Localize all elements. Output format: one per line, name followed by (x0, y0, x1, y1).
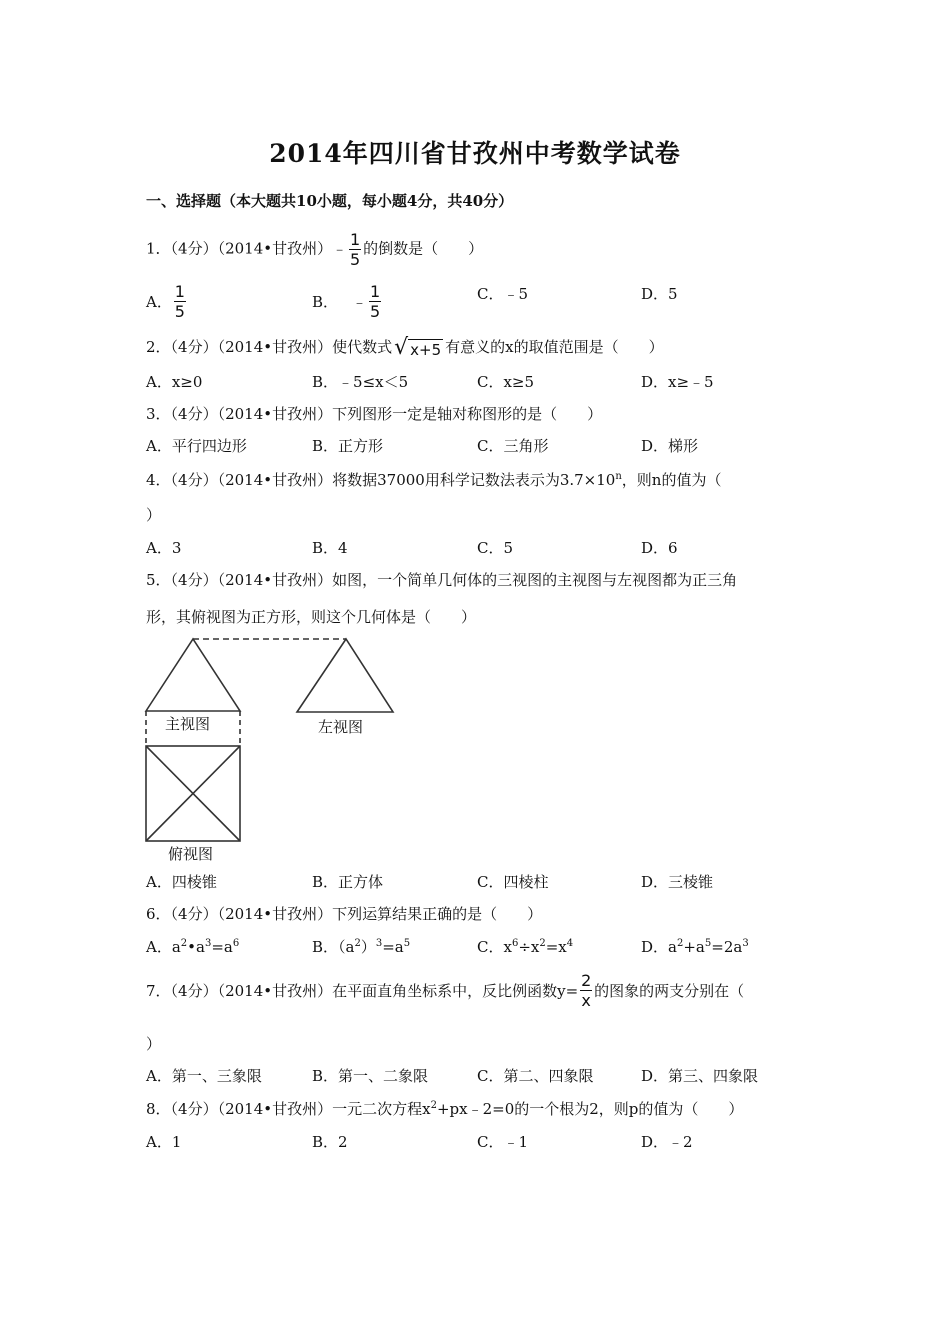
question-1-fraction (349, 230, 361, 269)
left-view-triangle (297, 639, 393, 712)
fraction-denominator: x (581, 991, 591, 1010)
exponent: 2 (354, 938, 361, 949)
q8-option-b: B．2 (312, 1133, 348, 1151)
question-1 (146, 230, 483, 269)
option-text: ） (360, 938, 376, 956)
q8-option-c: C．﹣1 (477, 1133, 529, 1151)
question-2-sqrt: √ x+5 (394, 335, 442, 360)
top-view-label: 俯视图 (168, 845, 214, 863)
question-8 (146, 1098, 743, 1119)
exponent: 5 (704, 938, 712, 949)
option-text: B．（a (312, 938, 355, 956)
fraction-numerator: 1 (350, 230, 361, 249)
q6-option-b (312, 936, 410, 957)
question-5-line-2: 形，其俯视图为正方形，则这个几何体是（ ） (146, 608, 477, 626)
question-3: 3．（4分）（2014•甘孜州）下列图形一定是轴对称图形的是（ ） (146, 405, 603, 423)
q4-option-a: A．3 (146, 539, 182, 557)
question-8-prefix: 8．（4分）（2014•甘孜州）一元二次方程x (146, 1100, 431, 1118)
question-2-prefix: 2．（4分）（2014•甘孜州）使代数式 (146, 338, 393, 356)
fraction-denominator: 5 (369, 302, 381, 321)
section-heading: 一、选择题（本大题共10小题，每小题4分，共40分） (146, 192, 514, 210)
question-4-exponent: n (615, 471, 622, 482)
q2-option-a: A．x≥0 (146, 373, 203, 391)
option-fraction (174, 282, 186, 321)
question-7-prefix: 7．（4分）（2014•甘孜州）在平面直角坐标系中，反比例函数y= (146, 982, 579, 1000)
option-label: A． (146, 293, 172, 311)
q6-option-c (477, 936, 573, 957)
question-7-fraction (580, 971, 592, 1010)
question-4-line-2: ） (146, 506, 162, 524)
exponent: 4 (566, 938, 574, 949)
q7-option-c: C．第二、四象限 (477, 1067, 594, 1085)
q2-option-d: D．x≥﹣5 (641, 373, 714, 391)
option-text: =2a (711, 938, 743, 956)
front-view-triangle (146, 639, 240, 711)
exponent: 3 (204, 938, 212, 949)
q4-option-c: C．5 (477, 539, 514, 557)
option-fraction (369, 282, 381, 321)
question-7 (146, 971, 744, 1010)
fraction-denominator: 5 (174, 302, 185, 321)
question-5: 5．（4分）（2014•甘孜州）如图，一个简单几何体的三视图的主视图与左视图都为正三角 (146, 571, 738, 589)
q8-option-d: D．﹣2 (641, 1133, 693, 1151)
question-6: 6．（4分）（2014•甘孜州）下列运算结果正确的是（ ） (146, 905, 543, 923)
q4-option-b: B．4 (312, 539, 348, 557)
q8-option-a: A．1 (146, 1133, 182, 1151)
option-text: =a (382, 938, 404, 956)
fraction-numerator: 1 (369, 282, 381, 301)
question-8-suffix: +px﹣2=0的一个根为2，则p的值为（ ） (436, 1100, 744, 1118)
q1-option-c: C．﹣5 (477, 285, 529, 303)
q5-option-c: C．四棱柱 (477, 873, 549, 891)
question-7-suffix: 的图象的两支分别在（ (594, 982, 745, 1000)
q3-option-c: C．三角形 (477, 437, 549, 455)
exponent: 6 (511, 938, 519, 949)
question-4 (146, 469, 721, 490)
q7-option-b: B．第一、二象限 (312, 1067, 429, 1085)
q2-option-c: C．x≥5 (477, 373, 535, 391)
option-text: C．x (477, 938, 512, 956)
q1-option-a (146, 282, 188, 321)
radicand: x+5 (410, 341, 442, 359)
q2-option-b: B．﹣5≤x＜5 (312, 373, 409, 391)
q6-option-d (641, 936, 749, 957)
option-text: •a (187, 938, 205, 956)
fraction-numerator: 2 (581, 971, 592, 990)
exponent: 3 (742, 938, 749, 949)
q4-option-d: D．6 (641, 539, 678, 557)
question-8-exponent: 2 (430, 1100, 437, 1111)
option-text: A．a (146, 938, 181, 956)
page-title: 2014年四川省甘孜州中考数学试卷 (269, 139, 681, 168)
front-view-label: 主视图 (165, 715, 211, 733)
exponent: 2 (539, 938, 546, 949)
q5-option-a: A．四棱锥 (146, 873, 217, 891)
q1-option-d: D．5 (641, 285, 678, 303)
option-text: +a (683, 938, 705, 956)
option-text: =x (545, 938, 567, 956)
option-text: D．a (641, 938, 677, 956)
question-2 (146, 336, 664, 359)
exponent: 6 (232, 938, 240, 949)
q7-option-d: D．第三、四象限 (641, 1067, 759, 1085)
q5-option-b: B．正方体 (312, 873, 384, 891)
q3-option-d: D．梯形 (641, 437, 699, 455)
left-view-label: 左视图 (318, 718, 364, 736)
q1-option-b (312, 282, 383, 321)
exponent: 5 (403, 938, 411, 949)
question-4-prefix: 4．（4分）（2014•甘孜州）将数据37000用科学记数法表示为3.7×10 (146, 471, 616, 489)
exponent: 2 (180, 938, 188, 949)
question-7-line-2: ） (146, 1035, 162, 1053)
q3-option-b: B．正方形 (312, 437, 384, 455)
q7-option-a: A．第一、三象限 (146, 1067, 262, 1085)
q5-option-d: D．三棱锥 (641, 873, 714, 891)
q3-option-a: A．平行四边形 (146, 437, 247, 455)
exponent: 2 (676, 938, 684, 949)
option-label: B． (312, 293, 339, 311)
option-sign: ﹣ (352, 293, 368, 311)
exponent: 3 (375, 938, 383, 949)
option-text: =a (211, 938, 233, 956)
question-2-suffix: 有意义的x的取值范围是（ ） (445, 338, 664, 356)
question-1-prefix: 1．（4分）（2014•甘孜州）﹣ (146, 239, 348, 258)
fraction-numerator: 1 (174, 282, 185, 301)
question-1-suffix: 的倒数是（ ） (363, 239, 484, 258)
fraction-denominator: 5 (350, 250, 361, 269)
q6-option-a (146, 936, 239, 957)
option-text: ÷x (518, 938, 540, 956)
three-view-figure (140, 632, 410, 864)
question-4-suffix: ，则n的值为（ (621, 471, 722, 489)
